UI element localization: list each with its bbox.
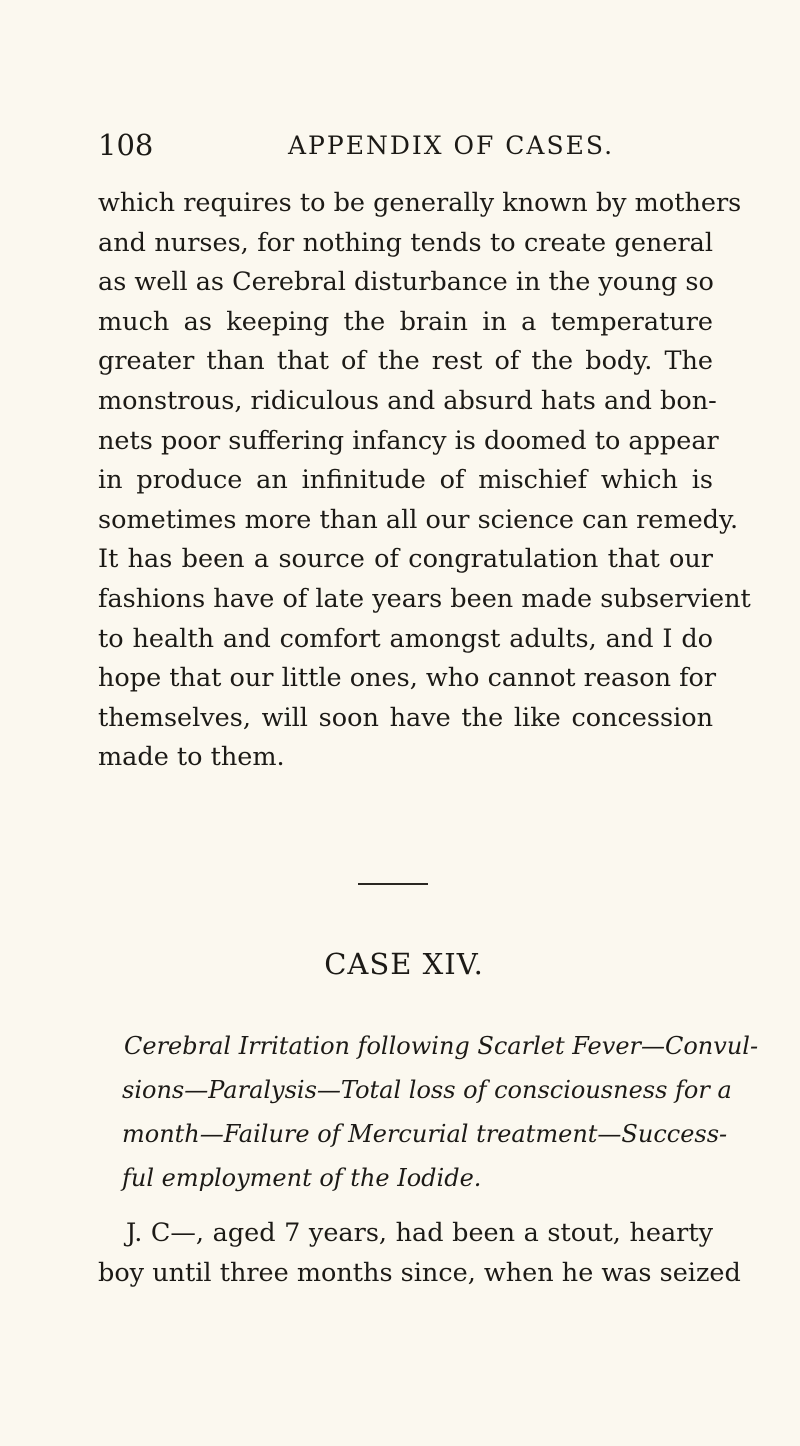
case-body-paragraph (98, 1213, 741, 1293)
text-line: themselves, will soon have the like concession (98, 702, 713, 733)
section-divider (358, 883, 428, 885)
running-title: APPENDIX OF CASES. (288, 131, 615, 160)
text-line: as well as Cerebral disturbance in the young so (98, 267, 714, 298)
body-paragraph (98, 184, 751, 778)
text-line: fashions have of late years been made subservient (98, 583, 751, 614)
summary-line: month—Failure of Mercurial treatment—Success- (122, 1120, 728, 1148)
case-heading: CASE XIV. (324, 947, 484, 981)
text-line: sometimes more than all our science can remedy. (98, 504, 739, 535)
text-line: made to them. (98, 742, 285, 773)
summary-line: Cerebral Irritation following Scarlet Fever—Convul- (124, 1032, 759, 1060)
summary-line: sions—Paralysis—Total loss of consciousness for a (122, 1076, 732, 1104)
text-line: J. C—, aged 7 years, had been a stout, hearty (126, 1218, 713, 1248)
text-line: greater than that of the rest of the body. The (98, 346, 713, 377)
text-line: to health and comfort amongst adults, and I do (98, 623, 713, 654)
summary-line: ful employment of the Iodide. (122, 1164, 482, 1192)
text-line: It has been a source of congratulation that our (98, 544, 713, 575)
text-line: boy until three months since, when he was seized (98, 1258, 741, 1288)
text-line: which requires to be generally known by mothers (98, 188, 742, 218)
text-line: monstrous, ridiculous and absurd hats and bon- (98, 385, 717, 416)
case-summary (122, 1024, 759, 1200)
text-line: in produce an infinitude of mischief which is (98, 465, 713, 496)
running-head (98, 127, 710, 167)
page-number: 108 (98, 128, 154, 162)
text-line: hope that our little ones, who cannot reason for (98, 663, 717, 694)
text-line: much as keeping the brain in a temperature (98, 306, 713, 337)
text-line: and nurses, for nothing tends to create general (98, 227, 713, 258)
text-line: nets poor suffering infancy is doomed to appear (98, 425, 719, 456)
